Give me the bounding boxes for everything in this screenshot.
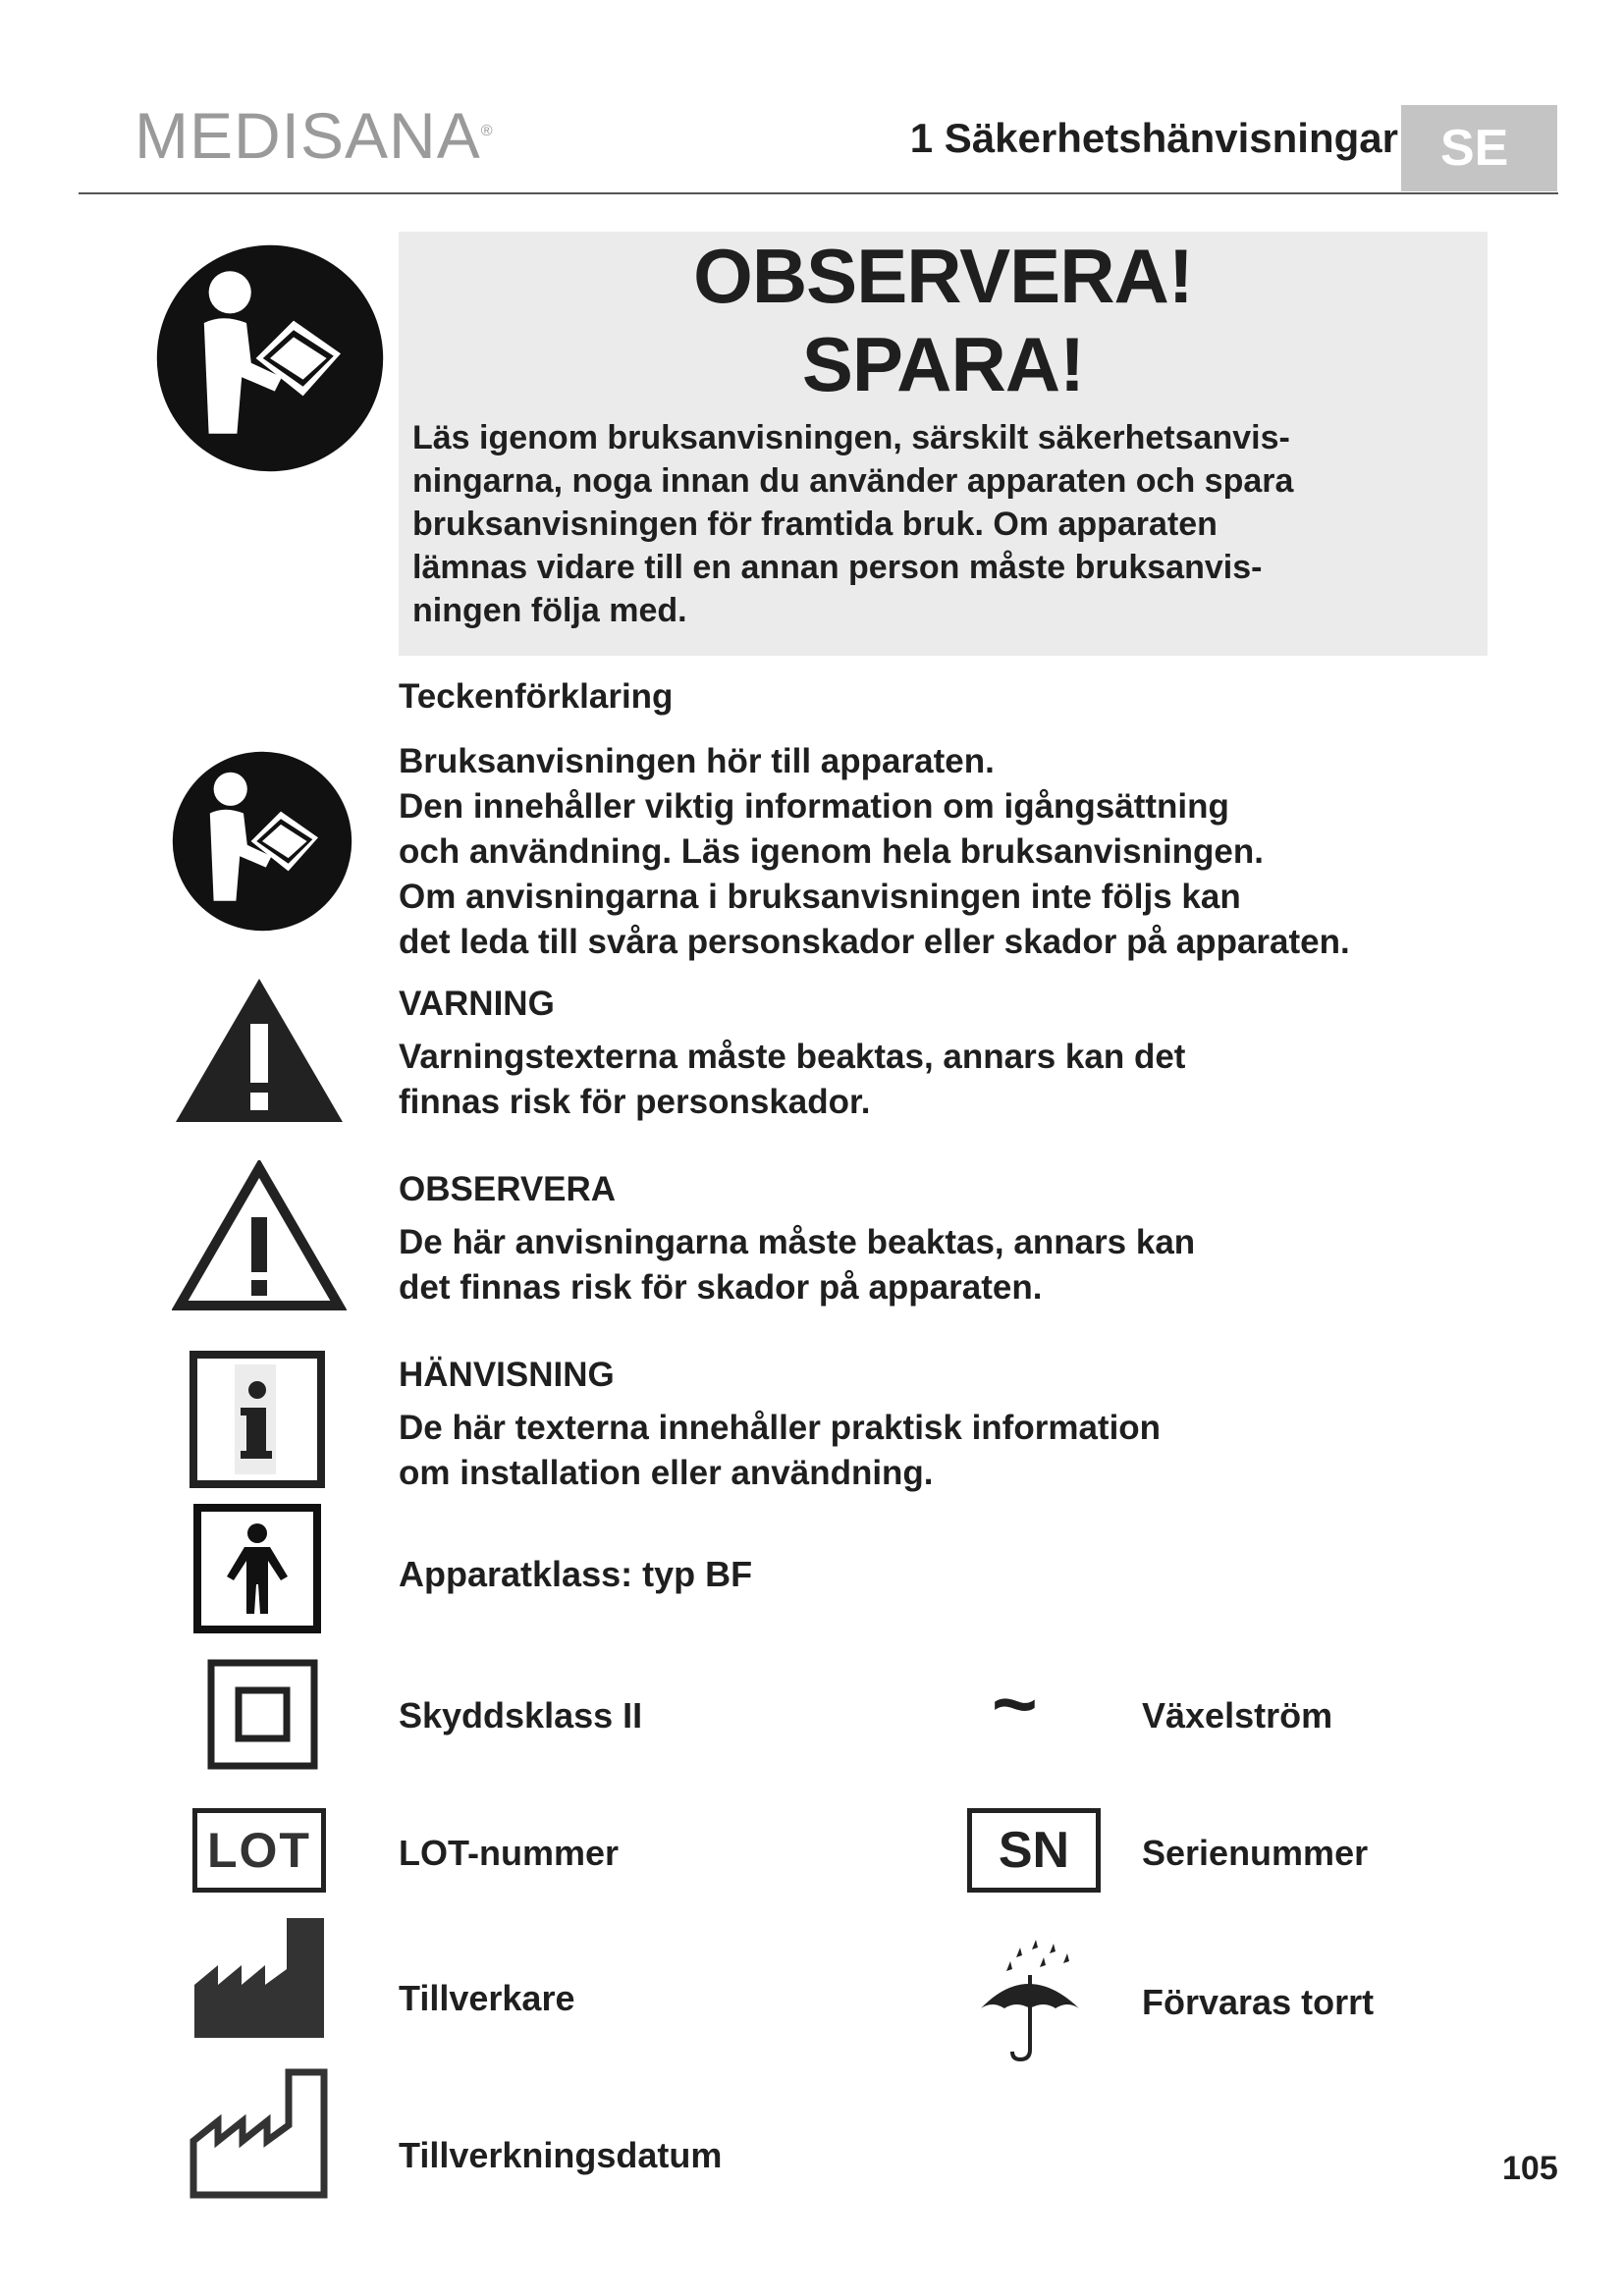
note-line: De här texterna innehåller praktisk information: [399, 1409, 1162, 1447]
keep-dry-icon: [977, 1936, 1087, 2063]
notice-title-line1: OBSERVERA!: [693, 233, 1193, 319]
notice-text-line: ningarna, noga innan du använder apparaten och spara: [412, 462, 1294, 500]
manual-line: Om anvisningarna i bruksanvisningen inte följs kan: [399, 878, 1241, 916]
brand-logo: [135, 98, 494, 173]
manufacture-date-label: Tillverkningsdatum: [399, 2135, 723, 2175]
type-bf-label: Apparatklass: typ BF: [399, 1554, 753, 1594]
notice-text-line: ningen följa med.: [412, 592, 687, 629]
manual-line: och användning. Läs igenom hela bruksanvisningen.: [399, 832, 1264, 871]
lot-label: LOT-nummer: [399, 1833, 620, 1873]
page-number: 105: [1502, 2150, 1558, 2187]
notice-text-line: lämnas vidare till en annan person måste bruksanvis-: [412, 549, 1263, 586]
caution-line: det finnas risk för skador på apparaten.: [399, 1268, 1043, 1307]
manufacturer-label: Tillverkare: [399, 1978, 575, 2018]
legend-heading: Teckenförklaring: [399, 677, 674, 716]
manufacture-date-icon: [189, 2066, 330, 2200]
keep-dry-label: Förvaras torrt: [1142, 1982, 1375, 2022]
language-badge: SE: [1401, 105, 1557, 191]
caution-title: OBSERVERA: [399, 1170, 617, 1208]
brand-name: MEDISANA: [135, 99, 481, 172]
notice-text-line: Läs igenom bruksanvisningen, särskilt säkerhetsanvis-: [412, 419, 1290, 456]
caution-description: [399, 1220, 1195, 1310]
note-title: HÄNVISNING: [399, 1356, 615, 1394]
manufacturer-icon: [192, 1914, 326, 2040]
warning-filled-icon: [172, 975, 347, 1127]
warning-line: Varningstexterna måste beaktas, annars kan det: [399, 1038, 1186, 1076]
info-icon: [189, 1351, 325, 1488]
notice-text-line: bruksanvisningen för framtida bruk. Om apparaten: [412, 506, 1218, 543]
manual-line: Den innehåller viktig information om igångsättning: [399, 787, 1229, 826]
lot-icon: LOT: [192, 1808, 326, 1893]
caution-outline-icon: [172, 1160, 347, 1312]
caution-line: De här anvisningarna måste beaktas, annars kan: [399, 1223, 1196, 1261]
section-title: 1 Säkerhetshänvisningar: [909, 115, 1398, 161]
read-manual-icon: [169, 748, 355, 934]
notice-title-line2: SPARA!: [801, 321, 1085, 407]
brand-registered-mark: ®: [480, 123, 494, 139]
note-description: [399, 1406, 1161, 1496]
sn-label: Serienummer: [1142, 1833, 1369, 1873]
manual-description: [399, 739, 1350, 965]
protection-class-2-icon: [207, 1659, 318, 1770]
warning-title: VARNING: [399, 985, 555, 1023]
manual-line: det leda till svåra personskador eller skador på apparaten.: [399, 923, 1350, 961]
type-bf-icon: [193, 1504, 321, 1633]
warning-description: [399, 1035, 1185, 1125]
read-manual-icon: [152, 240, 388, 476]
warning-line: finnas risk för personskador.: [399, 1083, 871, 1121]
note-line: om installation eller användning.: [399, 1454, 934, 1492]
protection-class-label: Skyddsklass II: [399, 1695, 643, 1735]
ac-label: Växelström: [1142, 1695, 1333, 1735]
alternating-current-icon: ~: [992, 1660, 1038, 1747]
notice-text: [412, 416, 1473, 632]
header-divider: [79, 192, 1558, 194]
manual-line: Bruksanvisningen hör till apparaten.: [399, 742, 995, 780]
serial-number-icon: SN: [967, 1808, 1101, 1893]
